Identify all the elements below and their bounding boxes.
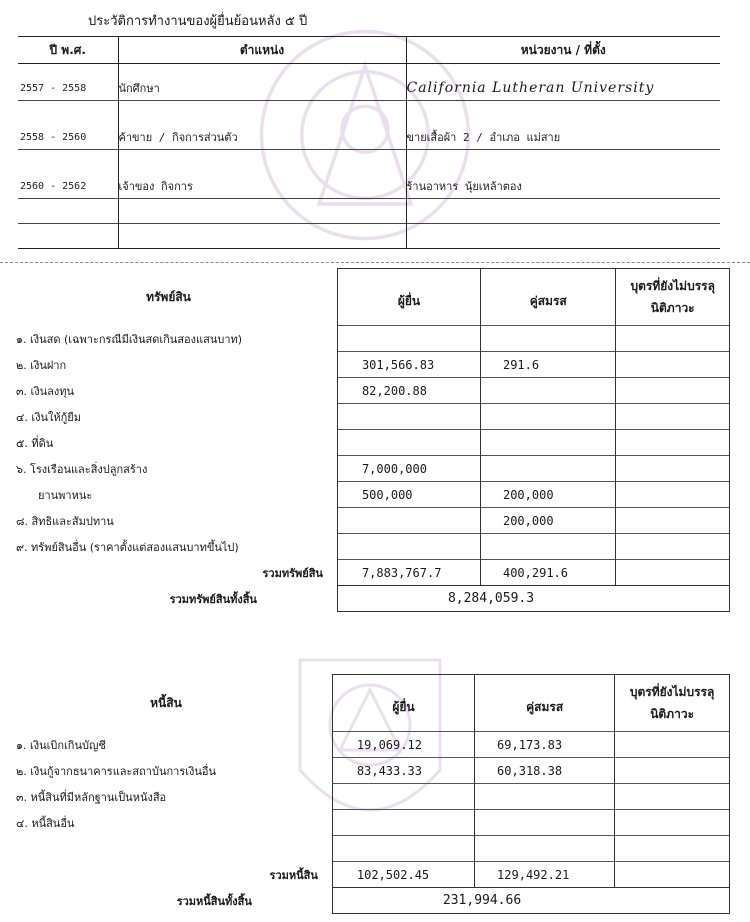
asset-label: ๓. เงินลงทุน (16, 384, 75, 398)
asset-child (616, 378, 730, 404)
asset-label: ๘. สิทธิและสัมปทาน (16, 514, 114, 528)
asset-spouse (480, 378, 615, 404)
assets-grand-total-label: รวมทรัพย์สินทั้งสิ้น (169, 592, 257, 606)
liability-label: ๔. หนี้สินอื่น (16, 816, 75, 830)
asset-filer: 7,000,000 (337, 456, 480, 482)
liability-child (615, 784, 730, 810)
liabilities-grand-total-label: รวมหนี้สินทั้งสิ้น (176, 894, 252, 908)
table-row (0, 378, 730, 404)
liabilities-col-child: บุตรที่ยังไม่บรรลุ นิติภาวะ (615, 675, 730, 732)
liability-child (615, 758, 730, 784)
table-row (0, 836, 730, 862)
work-position: ค้าขาย / กิจการส่วนตัว (118, 125, 406, 150)
assets-col-spouse: คู่สมรส (480, 269, 615, 326)
asset-filer (337, 430, 480, 456)
liability-label: ๓. หนี้สินที่มีหลักฐานเป็นหนังสือ (16, 790, 167, 804)
table-row (0, 810, 730, 836)
asset-filer (337, 534, 480, 560)
liability-label: ๒. เงินกู้จากธนาคารและสถาบันการเงินอื่น (16, 764, 217, 778)
liability-filer: 83,433.33 (332, 758, 474, 784)
assets-col-filer: ผู้ยื่น (337, 269, 480, 326)
assets-total-row (0, 560, 730, 586)
liability-filer: 19,069.12 (332, 732, 474, 758)
liability-child (615, 810, 730, 836)
asset-child (616, 482, 730, 508)
liabilities-grand-total-value: 231,994.66 (332, 888, 729, 914)
assets-table (0, 268, 730, 612)
col-year: ปี พ.ศ. (18, 37, 118, 64)
table-row (0, 430, 730, 456)
asset-label: ยานพาหนะ (38, 488, 93, 502)
asset-child (616, 456, 730, 482)
liability-spouse (475, 810, 615, 836)
asset-spouse (480, 326, 615, 352)
table-row (18, 125, 720, 150)
asset-child (616, 352, 730, 378)
asset-spouse (480, 456, 615, 482)
asset-child (616, 430, 730, 456)
liability-filer (332, 784, 474, 810)
liabilities-grand-total-row (0, 888, 730, 914)
liabilities-total-label: รวมหนี้สิน (269, 868, 318, 882)
asset-spouse: 291.6 (480, 352, 615, 378)
liabilities-col-label: หนี้สิน (150, 695, 182, 710)
assets-total-child (616, 560, 730, 586)
assets-col-child: บุตรที่ยังไม่บรรลุ นิติภาวะ (616, 269, 730, 326)
table-row (0, 352, 730, 378)
asset-spouse (480, 404, 615, 430)
asset-child (616, 534, 730, 560)
asset-label: ๕. ที่ดิน (16, 436, 54, 450)
asset-filer: 82,200.88 (337, 378, 480, 404)
table-row (18, 76, 720, 101)
asset-filer: 500,000 (337, 482, 480, 508)
work-position: นักศึกษา (118, 76, 406, 101)
asset-filer (337, 326, 480, 352)
asset-spouse: 200,000 (480, 508, 615, 534)
liability-spouse: 60,318.38 (475, 758, 615, 784)
table-row (0, 784, 730, 810)
table-row (0, 482, 730, 508)
asset-label: ๑. เงินสด (เฉพาะกรณีมีเงินสดเกินสองแสนบาท) (16, 332, 243, 346)
liabilities-col-spouse: คู่สมรส (475, 675, 615, 732)
asset-label: ๖. โรงเรือนและสิ่งปลูกสร้าง (16, 462, 148, 476)
assets-total-filer: 7,883,767.7 (337, 560, 480, 586)
work-organization: ร้านอาหาร นุ้ยเหล้าตอง (406, 174, 720, 199)
liabilities-total-filer: 102,502.45 (332, 862, 474, 888)
asset-label: ๔. เงินให้กู้ยืม (16, 410, 81, 424)
work-organization: ขายเสื้อผ้า 2 / อำเภอ แม่สาย (406, 125, 720, 150)
liabilities-total-child (615, 862, 730, 888)
liability-spouse: 69,173.83 (475, 732, 615, 758)
work-year: 2560 - 2562 (20, 180, 87, 192)
liability-child (615, 732, 730, 758)
table-row (18, 174, 720, 199)
liabilities-total-row (0, 862, 730, 888)
col-organization: หน่วยงาน / ที่ตั้ง (406, 37, 720, 64)
asset-spouse (480, 430, 615, 456)
table-row (0, 326, 730, 352)
liabilities-table (0, 674, 730, 914)
liability-spouse (475, 784, 615, 810)
asset-filer: 301,566.83 (337, 352, 480, 378)
assets-total-spouse: 400,291.6 (480, 560, 615, 586)
asset-label: ๒. เงินฝาก (16, 358, 67, 372)
liability-label: ๑. เงินเบิกเกินบัญชี (16, 738, 106, 752)
table-row (0, 534, 730, 560)
work-history-table (18, 36, 720, 249)
asset-filer (337, 404, 480, 430)
table-row (0, 404, 730, 430)
work-history-heading: ประวัติการทำงานของผู้ยื่นย้อนหลัง ๕ ปี (88, 14, 308, 29)
section-divider (0, 262, 750, 263)
table-row (0, 732, 730, 758)
liabilities-total-spouse: 129,492.21 (475, 862, 615, 888)
asset-spouse (480, 534, 615, 560)
asset-child (616, 404, 730, 430)
assets-col-label: ทรัพย์สิน (146, 289, 191, 304)
table-row (0, 758, 730, 784)
table-row (0, 508, 730, 534)
liability-filer (332, 810, 474, 836)
table-row (0, 456, 730, 482)
asset-child (616, 508, 730, 534)
work-year: 2558 - 2560 (20, 131, 87, 143)
assets-grand-total-value: 8,284,059.3 (337, 586, 729, 612)
assets-grand-total-row (0, 586, 730, 612)
asset-filer (337, 508, 480, 534)
asset-spouse: 200,000 (480, 482, 615, 508)
liabilities-col-filer: ผู้ยื่น (332, 675, 474, 732)
work-year: 2557 - 2558 (20, 82, 87, 94)
asset-label: ๙. ทรัพย์สินอื่น (ราคาตั้งแต่สองแสนบาทขึ้นไป) (16, 540, 239, 554)
asset-child (616, 326, 730, 352)
col-position: ตำแหน่ง (118, 37, 406, 64)
work-position: เจ้าของ กิจการ (118, 174, 406, 199)
work-organization: California Lutheran University (406, 76, 720, 101)
assets-total-label: รวมทรัพย์สิน (262, 566, 323, 580)
